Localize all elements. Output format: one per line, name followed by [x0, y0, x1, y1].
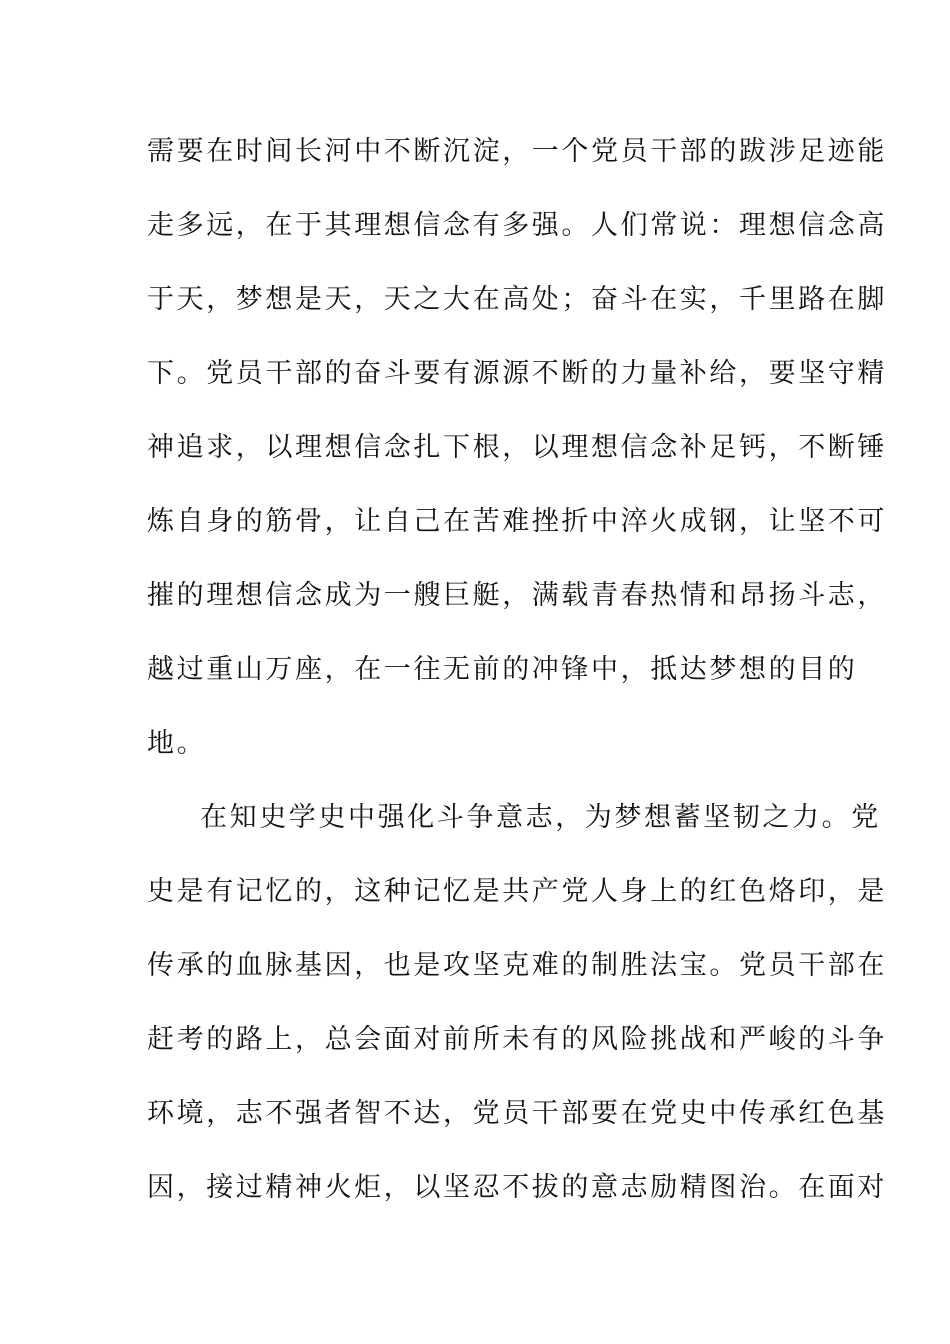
paragraph-1-line-4: 下。党员干部的奋斗要有源源不断的力量补给，要坚守精	[147, 358, 887, 389]
paragraph-2-line-4: 赶考的路上，总会面对前所未有的风险挑战和严峻的斗争	[147, 1024, 887, 1055]
paragraph-1-line-2: 走多远，在于其理想信念有多强。人们常说：理想信念高	[147, 210, 887, 241]
paragraph-2-line-2: 史是有记忆的，这种记忆是共产党人身上的红色烙印，是	[147, 876, 887, 907]
paragraph-1-line-3: 于天，梦想是天，天之大在高处；奋斗在实，千里路在脚	[147, 284, 887, 315]
paragraph-1-line-6: 炼自身的筋骨，让自己在苦难挫折中淬火成钢，让坚不可	[147, 506, 887, 537]
paragraph-1-line-9: 地。	[147, 728, 207, 759]
paragraph-1-line-7: 摧的理想信念成为一艘巨艇，满载青春热情和昂扬斗志，	[147, 580, 887, 611]
paragraph-2-line-3: 传承的血脉基因，也是攻坚克难的制胜法宝。党员干部在	[147, 950, 887, 981]
paragraph-2-line-5: 环境，志不强者智不达，党员干部要在党史中传承红色基	[147, 1098, 887, 1129]
paragraph-1-line-8: 越过重山万座，在一往无前的冲锋中，抵达梦想的目的	[147, 654, 858, 685]
paragraph-2-line-6: 因，接过精神火炬，以坚忍不拔的意志励精图治。在面对	[147, 1172, 887, 1203]
paragraph-1-line-1: 需要在时间长河中不断沉淀，一个党员干部的跋涉足迹能	[147, 136, 887, 167]
paragraph-1-line-5: 神追求，以理想信念扎下根，以理想信念补足钙，不断锤	[147, 432, 887, 463]
paragraph-2-line-1: 在知史学史中强化斗争意志，为梦想蓄坚韧之力。党	[200, 802, 881, 833]
